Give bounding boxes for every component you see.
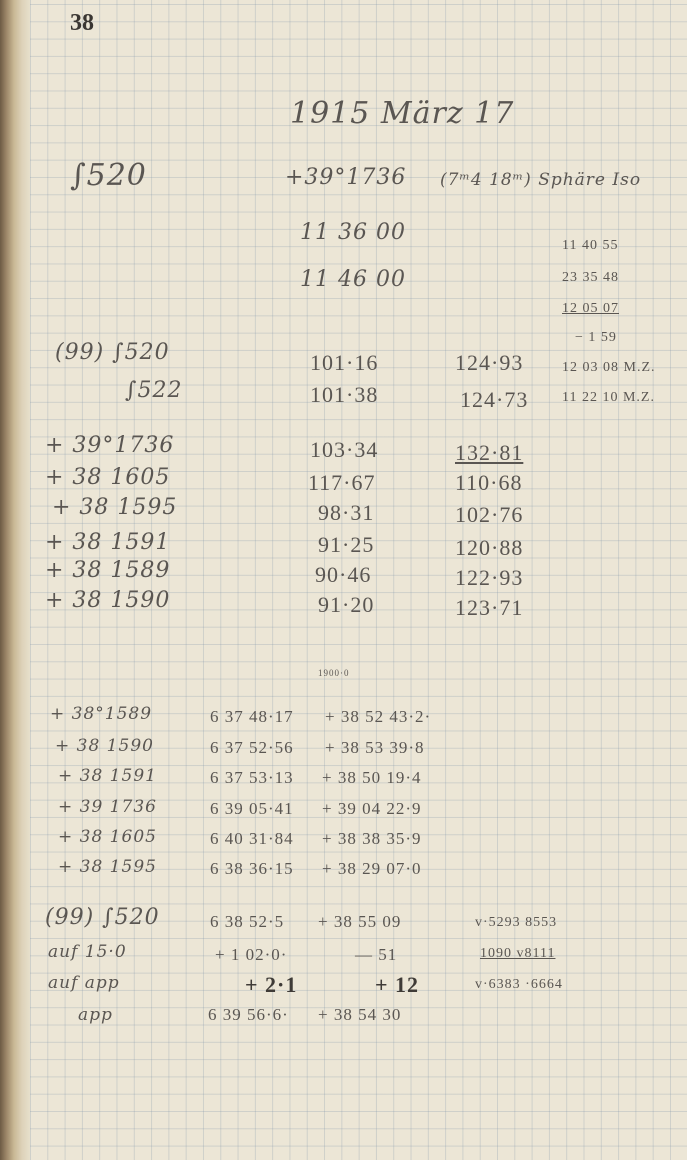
final-dec-2: + 12 [375, 972, 420, 997]
final-note-1: 1090 v8111 [480, 946, 556, 961]
meas-a-3: 117·67 [308, 470, 376, 495]
right-col-4: 12 03 08 M.Z. [562, 360, 656, 375]
meas-label-7: + 38 1590 [45, 588, 171, 613]
meas-label-5: + 38 1591 [45, 530, 171, 555]
final-dec-0: + 38 55 09 [318, 912, 402, 931]
final-dec-1: — 51 [355, 945, 398, 964]
meas-b-6: 122·93 [455, 565, 524, 590]
pos-star-3: + 39 1736 [58, 797, 157, 817]
meas-b-2: 132·81 [455, 440, 524, 465]
pos-dec-0: + 38 52 43·2· [325, 707, 432, 726]
zone-note: (7ᵐ4 18ᵐ) Sphäre Iso [440, 170, 642, 190]
pos-ra-5: 6 38 36·15 [210, 859, 294, 878]
meas-a-1: 101·38 [310, 382, 379, 407]
pos-dec-3: + 39 04 22·9 [322, 799, 422, 818]
meas-label-4: + 38 1595 [52, 495, 178, 520]
pos-ra-2: 6 37 53·13 [210, 768, 294, 787]
meas-label-3: + 38 1605 [45, 465, 171, 490]
meas-b-4: 102·76 [455, 502, 524, 527]
final-label-3: app [78, 1005, 113, 1025]
meas-label-0: (99) ∫520 [55, 340, 170, 365]
meas-label-2: + 39°1736 [45, 433, 175, 458]
final-dec-3: + 38 54 30 [318, 1005, 402, 1024]
epoch-label: 1900·0 [318, 668, 350, 678]
time-start: 11 36 00 [300, 220, 406, 245]
meas-b-1: 124·73 [460, 387, 529, 412]
pos-ra-0: 6 37 48·17 [210, 707, 294, 726]
meas-b-5: 120·88 [455, 535, 524, 560]
final-ra-0: 6 38 52·5 [210, 912, 285, 931]
final-ra-2: + 2·1 [245, 972, 298, 997]
final-label-2: auf app [48, 973, 120, 993]
meas-a-6: 90·46 [315, 562, 372, 587]
final-note-2: v·6383 ·6664 [475, 977, 563, 992]
final-ra-1: + 1 02·0· [215, 945, 288, 964]
final-label-0: (99) ∫520 [45, 905, 160, 930]
pos-star-2: + 38 1591 [58, 766, 157, 786]
notebook-spine [0, 0, 30, 1160]
final-ra-3: 6 39 56·6· [208, 1005, 289, 1024]
pos-dec-4: + 38 38 35·9 [322, 829, 422, 848]
meas-a-4: 98·31 [318, 500, 375, 525]
pos-star-5: + 38 1595 [58, 857, 157, 877]
star-id: ∫520 [70, 158, 147, 193]
pos-star-4: + 38 1605 [58, 827, 157, 847]
final-note-0: v·5293 8553 [475, 915, 558, 930]
meas-b-0: 124·93 [455, 350, 524, 375]
pos-star-0: + 38°1589 [50, 704, 153, 724]
meas-b-7: 123·71 [455, 595, 524, 620]
zone-number: +39°1736 [285, 165, 407, 190]
date-heading: 1915 März 17 [290, 96, 515, 131]
right-col-5: 11 22 10 M.Z. [562, 390, 655, 405]
right-col-2: 12 05 07 [562, 301, 619, 316]
meas-label-1: ∫522 [125, 378, 183, 403]
right-col-0: 11 40 55 [562, 238, 619, 253]
meas-a-5: 91·25 [318, 532, 375, 557]
meas-a-2: 103·34 [310, 437, 379, 462]
pos-ra-4: 6 40 31·84 [210, 829, 294, 848]
pos-ra-1: 6 37 52·56 [210, 738, 294, 757]
meas-label-6: + 38 1589 [45, 558, 171, 583]
right-col-1: 23 35 48 [562, 270, 619, 285]
pos-ra-3: 6 39 05·41 [210, 799, 294, 818]
meas-b-3: 110·68 [455, 470, 523, 495]
pos-dec-1: + 38 53 39·8 [325, 738, 425, 757]
page-number: 38 [70, 10, 94, 36]
pos-dec-5: + 38 29 07·0 [322, 859, 422, 878]
time-end: 11 46 00 [300, 267, 406, 292]
final-label-1: auf 15·0 [48, 942, 127, 962]
right-col-3: − 1 59 [575, 330, 617, 345]
meas-a-7: 91·20 [318, 592, 375, 617]
pos-star-1: + 38 1590 [55, 736, 154, 756]
meas-a-0: 101·16 [310, 350, 379, 375]
pos-dec-2: + 38 50 19·4 [322, 768, 422, 787]
